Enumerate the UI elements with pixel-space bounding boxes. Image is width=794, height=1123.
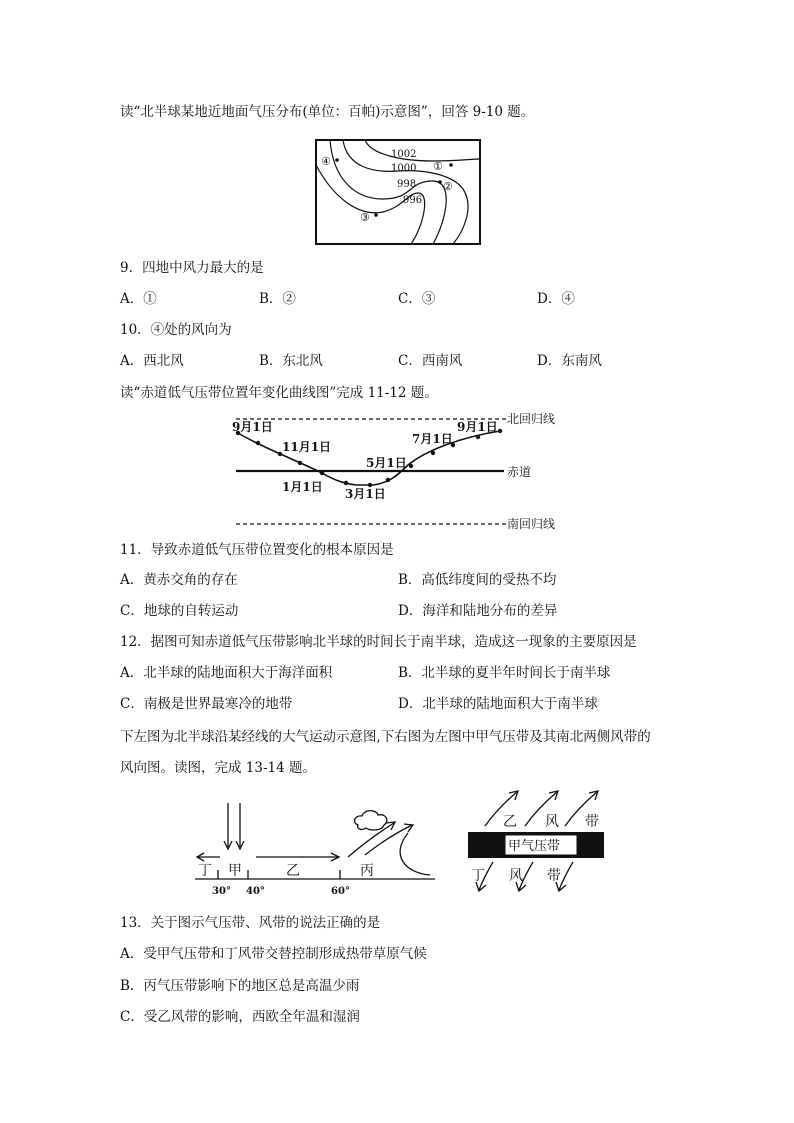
isobar-label-1000: 1000 <box>391 163 417 174</box>
latitude-40: 40° <box>246 886 265 897</box>
q12-option-a[interactable]: A．北半球的陆地面积大于海洋面积 <box>120 665 333 681</box>
q13-option-a[interactable]: A．受甲气压带和丁风带交替控制形成热带草原气候 <box>120 946 427 962</box>
latitude-30: 30° <box>212 886 231 897</box>
q10-option-a[interactable]: A．西北风 <box>120 353 184 369</box>
intro-text-13-14-line2: 风向图。读图，完成 13-14 题。 <box>120 760 317 776</box>
label-bing: 丙 <box>360 863 374 879</box>
polar-air-curve <box>400 833 430 875</box>
q9-option-b[interactable]: B．② <box>259 291 296 307</box>
q9-option-c[interactable]: C．③ <box>398 291 436 307</box>
point-3-label: ③ <box>360 211 370 224</box>
q10-option-b[interactable]: B．东北风 <box>259 353 323 369</box>
point-2-label: ② <box>443 180 453 193</box>
bottom-belt-char-3: 带 <box>547 868 561 884</box>
question-12-stem: 12．据图可知赤道低气压带影响北半球的时间长于南半球，造成这一现象的主要原因是 <box>120 634 637 650</box>
point-1-label: ① <box>433 160 443 173</box>
label-jia: 甲 <box>228 863 242 879</box>
isobar-map-figure <box>313 137 483 247</box>
question-11-stem: 11．导致赤道低气压带位置变化的根本原因是 <box>120 542 394 558</box>
isobar-1002 <box>365 140 480 161</box>
intro-text-13-14-line1: 下左图为北半球沿某经线的大气运动示意图,下右图为左图中甲气压带及其南北两侧风带的 <box>120 729 651 745</box>
bottom-belt-char-2: 风 <box>509 868 523 884</box>
q9-option-a[interactable]: A．① <box>120 291 157 307</box>
atmospheric-circulation-figure <box>190 795 440 900</box>
q11-option-c[interactable]: C．地球的自转运动 <box>120 603 239 619</box>
pressure-belt-label: 甲气压带 <box>508 839 561 854</box>
q9-option-d[interactable]: D．④ <box>537 291 575 307</box>
pressure-belt-wind-figure <box>465 788 610 898</box>
intro-text-9-10: 读“北半球某地近地面气压分布(单位：百帕)示意图”，回答 9-10 题。 <box>120 104 535 120</box>
date-label-mar1: 3月1日 <box>345 487 386 501</box>
intro-text-11-12: 读“赤道低气压带位置年变化曲线图”完成 11-12 题。 <box>120 385 438 401</box>
point-2-dot <box>438 180 442 184</box>
date-label-jul1: 7月1日 <box>412 432 453 446</box>
q10-option-d[interactable]: D．东南风 <box>537 353 602 369</box>
q11-option-a[interactable]: A．黄赤交角的存在 <box>120 572 238 588</box>
point-4-dot <box>335 158 339 162</box>
point-4-label: ④ <box>321 155 331 168</box>
bottom-belt-char-1: 丁 <box>471 868 485 884</box>
q10-option-c[interactable]: C．西南风 <box>398 353 463 369</box>
tropic-of-capricorn-label: 南回归线 <box>507 517 556 531</box>
top-belt-char-2: 风 <box>545 814 559 830</box>
q11-option-b[interactable]: B．高低纬度间的受热不均 <box>398 572 557 588</box>
q11-option-d[interactable]: D．海洋和陆地分布的差异 <box>398 603 558 619</box>
isobar-label-1002: 1002 <box>391 149 417 160</box>
latitude-60: 60° <box>331 886 350 897</box>
top-belt-char-3: 带 <box>585 814 599 830</box>
equator-label: 赤道 <box>507 465 532 479</box>
date-label-jan1: 1月1日 <box>282 480 323 494</box>
isobar-label-998: 998 <box>397 179 417 190</box>
itcz-position-figure <box>228 405 568 537</box>
top-belt-char-1: 乙 <box>503 814 517 830</box>
cloud-icon <box>355 811 387 830</box>
q13-option-c[interactable]: C．受乙风带的影响，西欧全年温和湿润 <box>120 1009 360 1025</box>
point-1-dot <box>449 163 453 167</box>
label-ding: 丁 <box>198 863 212 879</box>
date-label-nov1: 11月1日 <box>282 440 332 454</box>
q13-option-b[interactable]: B．丙气压带影响下的地区总是高温少雨 <box>120 978 360 994</box>
question-13-stem: 13．关于图示气压带、风带的说法正确的是 <box>120 915 381 931</box>
date-label-sep1-right: 9月1日 <box>457 420 498 434</box>
date-label-sep1-left: 9月1日 <box>232 420 273 434</box>
q12-option-b[interactable]: B．北半球的夏半年时间长于南半球 <box>398 665 611 681</box>
q12-option-c[interactable]: C．南极是世界最寒冷的地带 <box>120 696 293 712</box>
point-3-dot <box>374 213 378 217</box>
label-yi: 乙 <box>286 863 300 879</box>
question-10-stem: 10．④处的风向为 <box>120 322 232 338</box>
question-9-stem: 9．四地中风力最大的是 <box>120 260 264 276</box>
tropic-of-cancer-label: 北回归线 <box>507 412 556 426</box>
q12-option-d[interactable]: D．北半球的陆地面积大于南半球 <box>398 696 598 712</box>
isobar-label-996: 996 <box>403 195 423 206</box>
date-label-may1: 5月1日 <box>366 456 407 470</box>
